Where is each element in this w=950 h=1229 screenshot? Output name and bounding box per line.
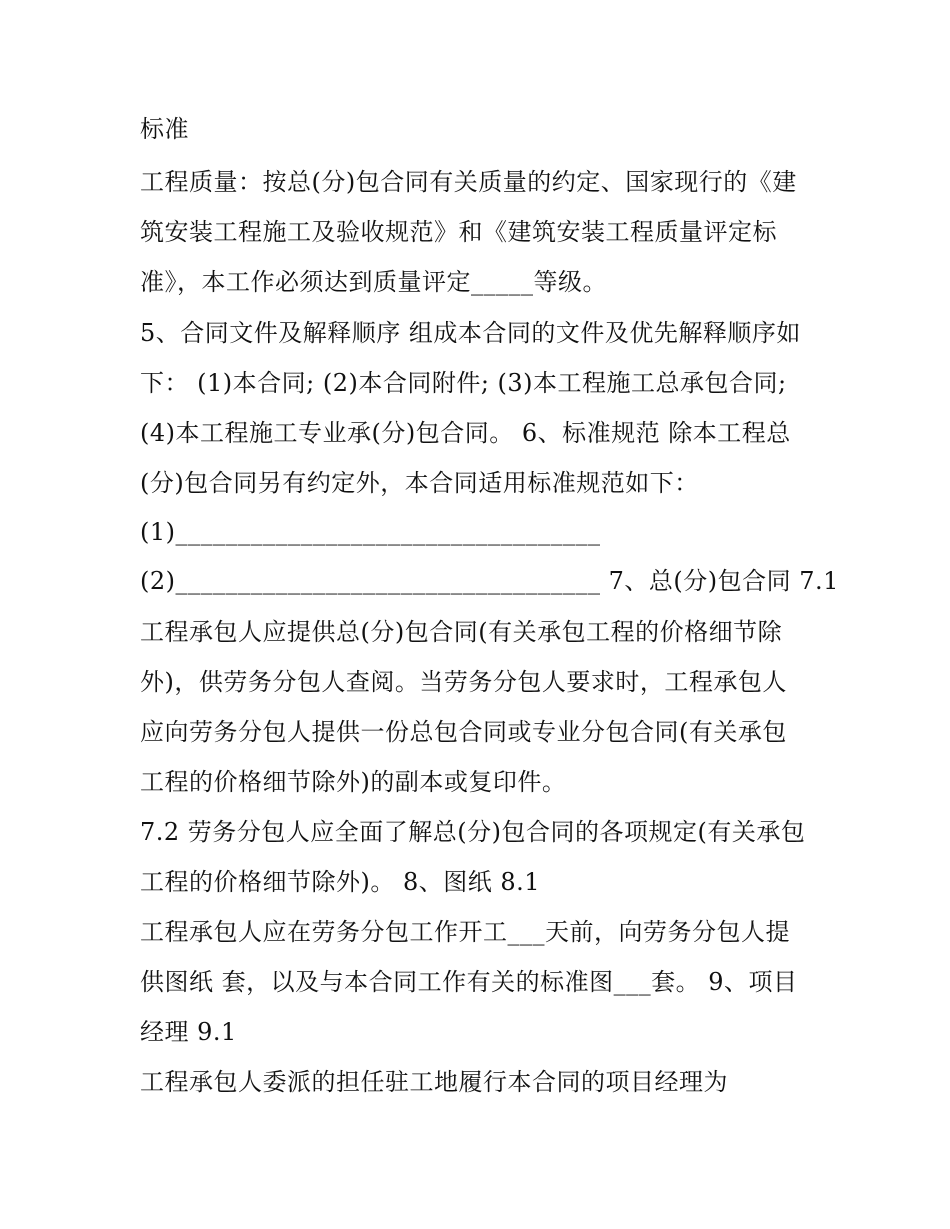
text-line: 外)，供劳务分包人查阅。当劳务分包人要求时，工程承包人 xyxy=(140,668,787,696)
text-line: 筑安装工程施工及验收规范》和《建筑安装工程质量评定标 xyxy=(140,218,777,246)
text-line: 经理 9.1 xyxy=(140,1018,237,1046)
text-line: 5、合同文件及解释顺序 组成本合同的文件及优先解释顺序如 xyxy=(140,319,801,347)
text-line: 工程的价格细节除外)的副本或复印件。 xyxy=(140,768,567,796)
text-line: 应向劳务分包人提供一份总包合同或专业分包合同(有关承包 xyxy=(140,718,787,746)
text-line: 工程的价格细节除外)。 8、图纸 8.1 xyxy=(140,868,541,896)
text-line: 7.2 劳务分包人应全面了解总(分)包合同的各项规定(有关承包 xyxy=(140,818,806,846)
text-line: (分)包合同另有约定外，本合同适用标准规范如下： xyxy=(140,469,699,497)
text-line: 标准 xyxy=(140,115,189,143)
text-line: 供图纸 套，以及与本合同工作有关的标准图___套。 9、项目 xyxy=(140,968,798,996)
text-line: 工程承包人应提供总(分)包合同(有关承包工程的价格细节除 xyxy=(140,618,783,646)
text-line: (2)__________________________________ 7、总(分)包合同 7.1 xyxy=(140,567,839,595)
text-line: 工程承包人委派的担任驻工地履行本合同的项目经理为 xyxy=(140,1068,728,1096)
text-line: 工程承包人应在劳务分包工作开工___天前，向劳务分包人提 xyxy=(140,918,790,946)
text-line: 准》，本工作必须达到质量评定_____等级。 xyxy=(140,268,607,296)
text-line: (4)本工程施工专业承(分)包合同。 6、标准规范 除本工程总 xyxy=(140,419,791,447)
text-line: 下： (1)本合同; (2)本合同附件; (3)本工程施工总承包合同; xyxy=(140,369,787,397)
text-line: (1)__________________________________ xyxy=(140,518,601,546)
text-line: 工程质量：按总(分)包合同有关质量的约定、国家现行的《建 xyxy=(140,168,797,196)
